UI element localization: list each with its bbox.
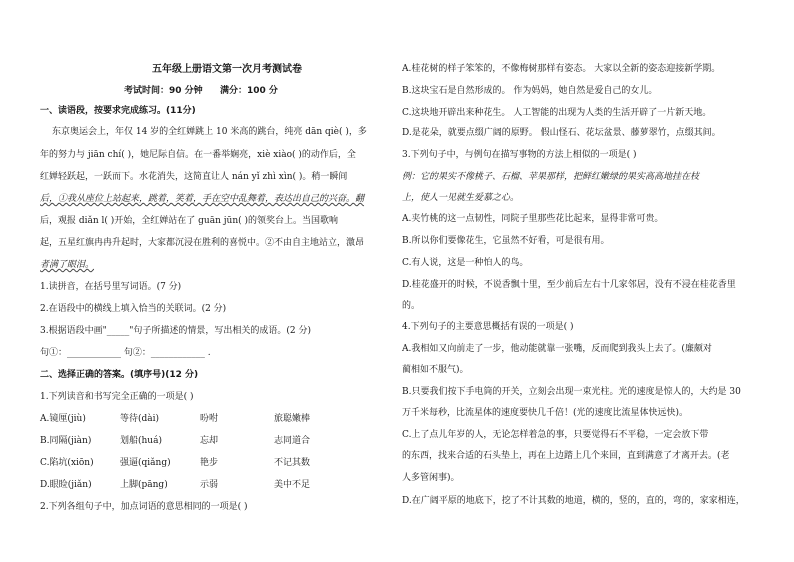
option-line: 人多管闲事)。 [402, 473, 460, 483]
passage-line: 年的努力与 jiān chí( )，她尼际自信。在一番举娴亮，xiè xiào( )的动作后，全 [40, 150, 356, 160]
option-line[interactable]: C.这块地开辟出来种花生。 人工智能的出现为人类的生活开辟了一片新天地。 [402, 108, 712, 118]
option-line: 万千米每秒，比流星体的速度要快几千倍！(光的速度比流星体快远快)。 [402, 408, 689, 418]
exam-time: 考试时间：90 分钟 [124, 86, 203, 96]
example-line: 例：它的果实不像桃子、石榴、苹果那样，把鲜红嫩绿的果实高高地挂在枝 [402, 172, 700, 182]
right-column [402, 0, 758, 562]
question-3-blanks[interactable]: 句①：____________ 句②：____________ . [40, 348, 211, 358]
question-stem: 3.下列句子中，与例句在描写事物的方法上相似的一项是( ) [402, 150, 637, 160]
passage-line: 东京奥运会上，年仅 14 岁的全红婵跳上 10 米高的跳台，纯亮 dān qiè( )，多 [52, 127, 367, 137]
full-score: 满分：100 分 [220, 86, 278, 96]
option-line[interactable]: C.有人说，这是一种怕人的鸟。 [402, 258, 529, 268]
question-2: 2.在语段中的横线上填入恰当的关联词。(2 分) [40, 304, 227, 314]
option-line[interactable]: C.上了点儿年岁的人，无论怎样着急的事，只要觉得石不平稳，一定会放下带 [402, 430, 709, 440]
passage-line: 红婵轻跃起，一跃而下。水花消失，这简直让人 nán yǐ zhì xìn( )。稍一瞬间 [40, 172, 348, 182]
option-line[interactable]: A.我相如又向前走了一步，他动能就靠一张嘴，反而爬到我头上去了。(廉颇对 [402, 344, 712, 354]
option-line[interactable]: B.所以你们要像花生，它虽然不好看，可是很有用。 [402, 236, 610, 246]
question-1: 1.读拼音，在括号里写词语。(7 分) [40, 282, 182, 292]
option-line[interactable]: A.桂花树的样子笨笨的，不像梅树那样有姿态。 大家以全新的姿态迎接新学期。 [402, 64, 721, 74]
example-line: 上，使人一见就生爱慕之心。 [402, 193, 520, 203]
section2-title: 二、选择正确的答案。(填序号)(12 分) [40, 370, 199, 380]
passage-line: 后，观报 diǎn l( )开始，全红婵站在了 guān jūn( )的领奖台上。当国歌响 [40, 216, 338, 226]
option-line[interactable]: D.在广阔平原的地底下，挖了不计其数的地道，横的，竖的，直的，弯的，家家相连， [402, 496, 745, 506]
passage-line: 后，①我从座位上站起来，跳着，笑着，手在空中乱舞着，表达出自己的兴奋。翻 [40, 194, 365, 204]
option-line[interactable]: D.是花朵，就要点缀广阔的原野。 假山怪石、花坛盆景、藤萝翠竹，点缀其间。 [402, 128, 721, 138]
option-line[interactable]: B.只要我们按下手电筒的开关，立刻会出现一束光柱。光的速度是惊人的，大约是 30 [402, 387, 741, 397]
mc1-stem: 1.下列读音和书写完全正确的一项是( ) [40, 392, 194, 402]
option-line[interactable]: D.桂花盛开的时候，不说香飘十里，至少前后左右十几家邻居，没有不浸在桂花香里 [402, 280, 736, 290]
left-column: 五年级上册语文第一次月考测试卷 考试时间：90 分钟 满分：100 分 一、读语段，按要求完成练习。(11分) 东京奥运会上，年仅 14 岁的全红婵跳上 10 米高的跳台，纯亮 dān qiè( )，多 年的努力与 jiān chí( )，她尼际自信。在一番举娴亮，xiè xiào( )的动作后，全 红婵轻跃起，一跃而下。水花消失，这简直让人 nán yǐ zhì xìn( )。稍一瞬间 后，①我从座位上站起来，跳着，笑着，手在空中乱舞着，表达出自己的兴奋。翻 后，观报 diǎn l( )开始，全红婵站在了 guān jūn( )的领奖台上。当国歌响 起，五星红旗冉冉升起时，大家都沉浸在胜利的喜悦中。②不由自主地站立，激昂 者满了眼泪。 1.读拼音，在括号里写词语。(7 分) 2.在语段中的横线上填入恰当的关联词。(2 分) 3.根据语段中画"_____"句子所描述的情景，写出相关的成语。(2 分) 句①：____________ 句②：____________ . 二、选择正确的答案。(填序号)(12 分) 1.下列读音和书写完全正确的一项是( ) A.镜厘(jiù) 等待(dài) 吩咐 旅聪嫩棒 B.同隔(jiàn) 划船(huá) 忘却 志同道合 C.陷坑(xiōn) 强逼(qiǎng) 艳步 不记其数 D.眼睑(jiǎn) 上脚(pāng) 示弱 美中不足 2.下列各组句子中，加点词语的意思相同的一项是( ) [40, 64, 367, 512]
mc2-stem: 2.下列各组句子中，加点词语的意思相同的一项是( ) [40, 502, 248, 512]
option-line: 的。 [402, 301, 421, 311]
option-line: 的东西，找来合适的石头垫上，再在上边踏上几个来回，直到满意了才离开去。(老 [402, 451, 730, 461]
option-line[interactable]: A.夹竹桃的这一点韧性，同院子里那些花比起来，显得非常可贵。 [402, 214, 664, 224]
option-line[interactable]: B.这块宝石是自然形成的。 作为妈妈，她自然是爱自己的女儿。 [402, 86, 658, 96]
section1-title: 一、读语段，按要求完成练习。(11分) [40, 106, 196, 116]
question-3: 3.根据语段中画"_____"句子所描述的情景，写出相关的成语。(2 分) [40, 326, 311, 336]
question-stem: 4.下列句子的主要意思概括有误的一项是( ) [402, 322, 574, 332]
passage-line: 起，五星红旗冉冉升起时，大家都沉浸在胜利的喜悦中。②不由自主地站立，激昂 [40, 238, 365, 248]
option-line: 蔺相如不服气)。 [402, 365, 469, 375]
page-title: 五年级上册语文第一次月考测试卷 [152, 64, 302, 75]
passage-line: 者满了眼泪。 [40, 260, 95, 270]
